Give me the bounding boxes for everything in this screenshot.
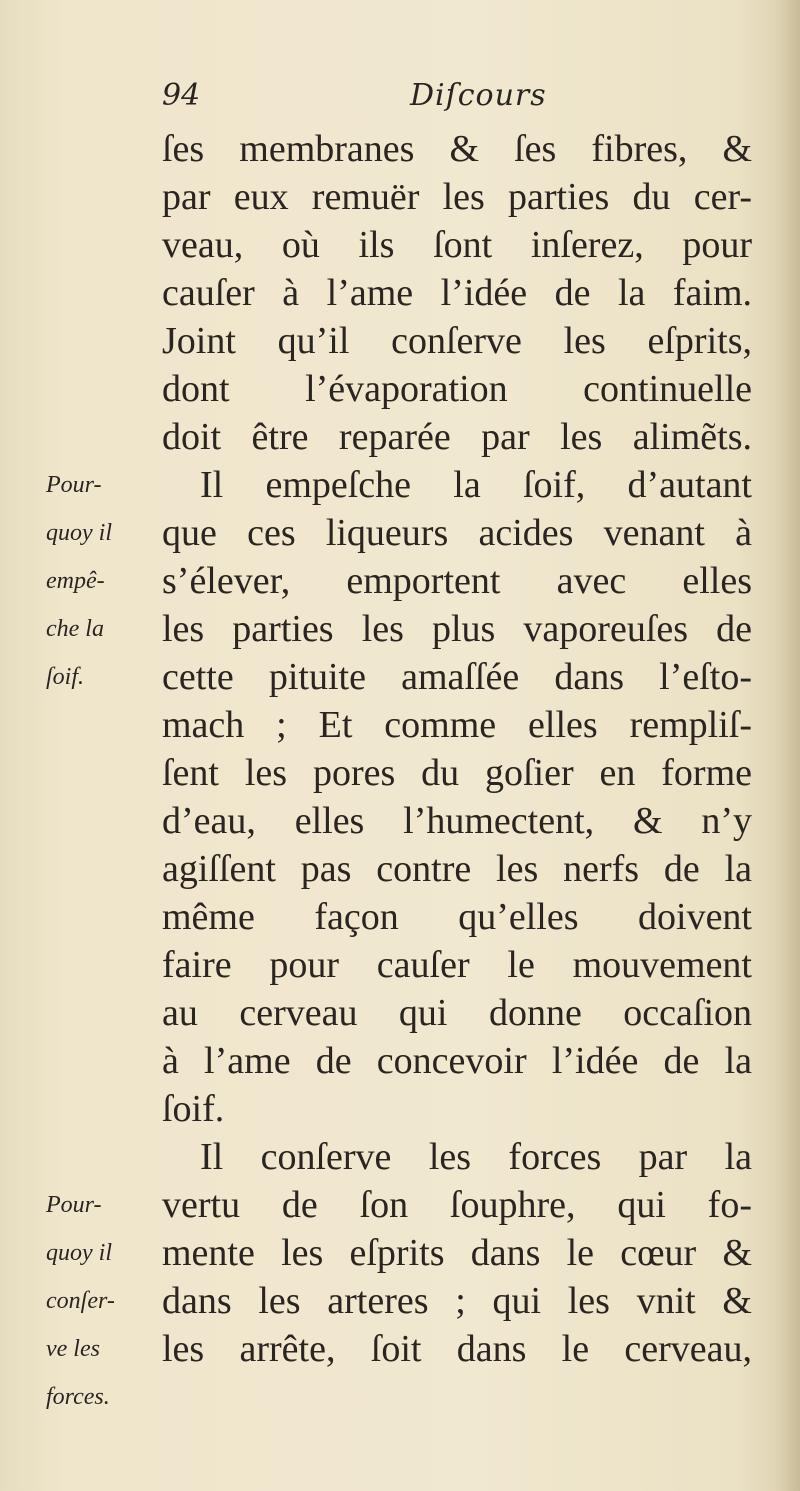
margin-note-line: ſoif. xyxy=(46,664,85,690)
text-line: vertu de ſon ſouphre, qui fo- xyxy=(162,1184,752,1226)
text-line: mach ; Et comme elles rempliſ- xyxy=(162,704,752,746)
text-line: mente les eſprits dans le cœur & xyxy=(162,1232,752,1274)
text-line: ſent les pores du goſier en forme xyxy=(162,752,752,794)
margin-note-line: empê- xyxy=(46,568,105,594)
text-line: ſes membranes & ſes fibres, & xyxy=(162,128,752,170)
text-line: les arrête, ſoit dans le cerveau, xyxy=(162,1328,752,1370)
text-line: agiſſent pas contre les nerfs de la xyxy=(162,848,752,890)
running-title: Diſcours xyxy=(410,78,547,113)
text-line: à l’ame de concevoir l’idée de la xyxy=(162,1040,752,1082)
text-line: au cerveau qui donne occaſion xyxy=(162,992,752,1034)
page-edge-shadow xyxy=(778,0,800,1491)
text-line: cauſer à l’ame l’idée de la faim. xyxy=(162,272,752,314)
text-line: Il conſerve les forces par la xyxy=(200,1136,752,1178)
text-line: veau, où ils ſont inſerez, pour xyxy=(162,224,752,266)
text-line: Joint qu’il conſerve les eſprits, xyxy=(162,320,752,362)
text-line: cette pituite amaſſée dans l’eſto- xyxy=(162,656,752,698)
margin-note-line: quoy il xyxy=(46,520,112,546)
text-line: par eux remuër les parties du cer- xyxy=(162,176,752,218)
text-line: dont l’évaporation continuelle xyxy=(162,368,752,410)
margin-note-soif xyxy=(46,461,156,701)
text-line: même façon qu’elles doivent xyxy=(162,896,752,938)
margin-note-line: quoy il xyxy=(46,1240,112,1266)
page-header xyxy=(160,78,760,118)
text-line: Il empeſche la ſoif, d’autant xyxy=(200,464,752,506)
margin-note-line: Pour- xyxy=(46,472,102,498)
margin-note-line: ve les xyxy=(46,1336,100,1362)
margin-note-line: conſer- xyxy=(46,1288,115,1314)
body-text xyxy=(162,125,752,1373)
text-line: doit être reparée par les alimẽts. xyxy=(162,416,752,458)
text-line: ſoif. xyxy=(162,1088,225,1130)
margin-note-line: Pour- xyxy=(46,1192,102,1218)
margin-note-line: forces. xyxy=(46,1384,110,1410)
page-number: 94 xyxy=(162,78,201,113)
text-line: d’eau, elles l’humectent, & n’y xyxy=(162,800,752,842)
margin-note-forces xyxy=(46,1181,156,1421)
text-line: s’élever, emportent avec elles xyxy=(162,560,752,602)
text-line: que ces liqueurs acides venant à xyxy=(162,512,752,554)
text-line: faire pour cauſer le mouvement xyxy=(162,944,752,986)
margin-note-line: che la xyxy=(46,616,104,642)
text-line: dans les arteres ; qui les vnit & xyxy=(162,1280,752,1322)
text-line: les parties les plus vaporeuſes de xyxy=(162,608,752,650)
